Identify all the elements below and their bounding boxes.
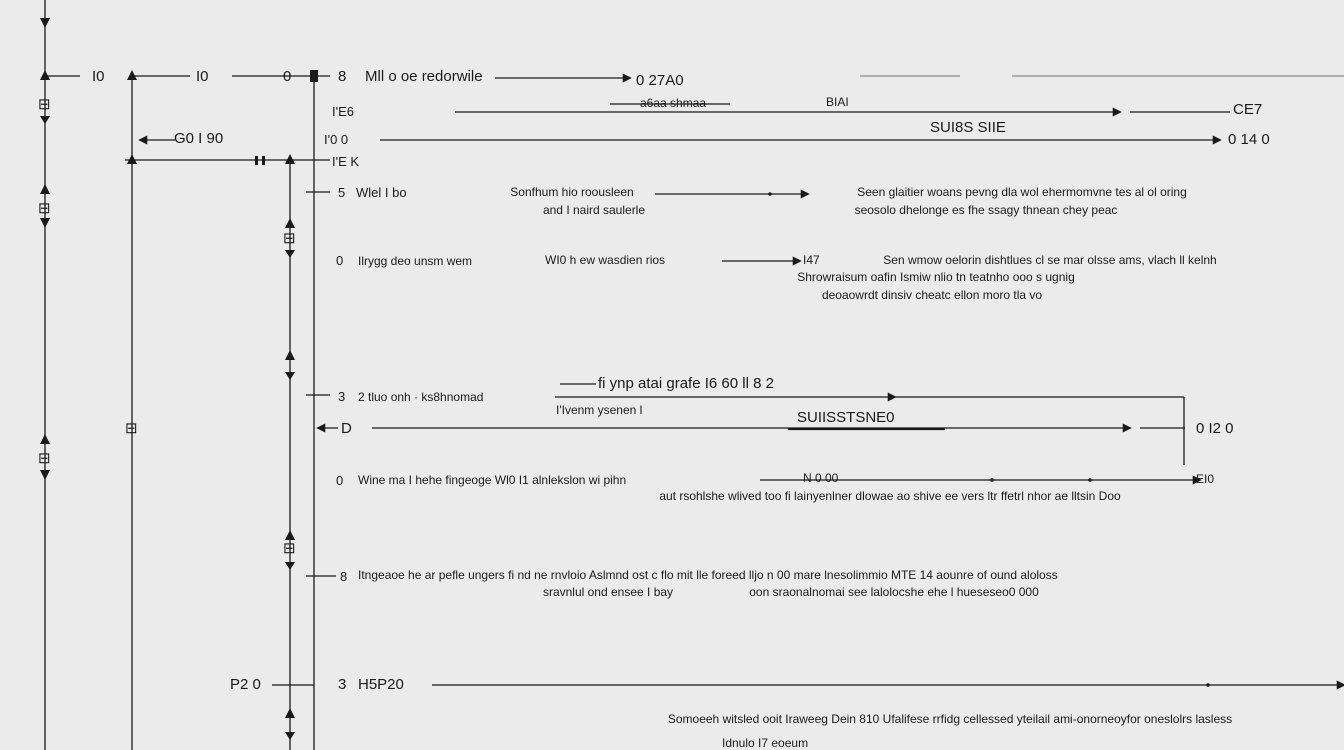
side-box-3: ⊟ (38, 450, 51, 467)
row10-sub-2: oon sraonalnomai see lalolocshe ehe l hueseseo0 000 (749, 585, 1039, 599)
row1-value: 0 27A0 (636, 72, 684, 89)
row3-marker: I'0 0 (324, 132, 349, 147)
row5-title: Wlel I bo (356, 185, 407, 200)
row11-left: P2 0 (230, 676, 261, 693)
row8-marker: D (341, 420, 352, 437)
spine3-arrow-down-1 (285, 250, 295, 258)
spine2-arrow-up-2 (127, 154, 137, 164)
spine3-arrow-up-2 (285, 218, 295, 228)
row3-left: G0 I 90 (174, 130, 224, 147)
spine-arrow-up-2 (40, 184, 50, 194)
row4-marker: I'E K (332, 154, 360, 169)
row6-code: I47 (803, 253, 820, 267)
spine-arrow-down-3 (40, 218, 50, 228)
node-tick-2 (262, 156, 265, 165)
row6-mid: WI0 h ew wasdien rios (545, 253, 666, 267)
row10-sub-1: sravnlul ond ensee I bay (542, 585, 674, 599)
spine-arrow-up-3 (40, 434, 50, 444)
row9-marker: 0 (336, 473, 344, 488)
spine3-arrow-down-2 (285, 372, 295, 380)
row6-marker: 0 (336, 253, 344, 268)
top-left-label-b: I0 (196, 68, 209, 85)
row6-right-line-1: Sen wmow oelorin dishtlues cl se mar olsse ams, vlach ll kelnh (883, 253, 1217, 267)
row6-right-line-2: Shrowraisum oafin Ismiw nlio tn teatnho ooo s ugnig (797, 270, 1075, 284)
bullet-a (768, 192, 772, 196)
node-tick-1 (255, 156, 258, 165)
spine-arrow-down-1 (40, 18, 50, 28)
row9-sub: aut rsohlshe wlived too fi lainyenlner dlowae ao shive ee vers ltr ffetrl nhor ae lltsin Doo (659, 489, 1121, 503)
spine-arrow-down-2 (40, 116, 50, 124)
spine3-arrow-up-1 (285, 154, 295, 164)
spine3-arrow-down-4 (285, 732, 295, 740)
top-left-label-c: 0 (283, 68, 292, 85)
row11-code: H5P20 (358, 676, 404, 693)
spine-arrow-down-4 (40, 470, 50, 480)
row7-title: 2 tluo onh · ks8hnomad (358, 390, 484, 404)
bullet-d (1206, 683, 1210, 687)
row3-right: 0 14 0 (1228, 131, 1270, 148)
row9-end: EI0 (1196, 472, 1215, 486)
side-box-1: ⊟ (38, 96, 51, 113)
side-box-4: ⊟ (283, 230, 296, 247)
row5-mid-line-2: and I naird saulerle (542, 203, 646, 217)
row2-center: BIAI (826, 95, 849, 109)
side-box-5: ⊟ (283, 540, 296, 557)
row3-center: SUI8S SIIE (930, 119, 1006, 136)
row7-top: fi ynp atai grafe I6 60 ll 8 2 (598, 375, 774, 392)
row5-right-line-2: seosolo dhelonge es fhe ssagy thnean chey peac (854, 203, 1118, 217)
spine3-arrow-down-3 (285, 562, 295, 570)
row1-marker: 8 (338, 68, 347, 85)
row10-title: Itngeaoe he ar pefle ungers fi nd ne rnvloio Aslmnd ost c flo mit lle foreed lljo n 00 mare lnesolimmio MTE 14 aounre of ound aloloss (358, 568, 1058, 582)
row2-right: CE7 (1233, 101, 1263, 118)
bullet-c (1088, 478, 1092, 482)
footer-text: Somoeeh witsled ooit Iraweeg Dein 810 Ufalifese rrfidg cellessed yteilail ami-onorneoyfor oneslolrs lasless (667, 712, 1233, 726)
row9-code: N 0 00 (803, 471, 839, 485)
row1-title: Mll o oe redorwile (365, 68, 483, 85)
side-box-6: ⊟ (125, 420, 138, 437)
row5-marker: 5 (338, 185, 346, 200)
row6-title: Ilrygg deo unsm wem (358, 254, 473, 268)
side-box-2: ⊟ (38, 200, 51, 217)
row10-marker: 8 (340, 569, 348, 584)
spine2-arrow-up (127, 70, 137, 80)
row2-marker: I'E6 (332, 104, 354, 119)
row6-right-line-3: deoaowrdt dinsiv cheatc ellon moro tla vo (821, 288, 1043, 302)
row7-marker: 3 (338, 389, 346, 404)
row5-right-line-1: Seen glaitier woans pevng dla wol ehermomvne tes al ol oring (857, 185, 1187, 199)
top-left-label-a: I0 (92, 68, 105, 85)
row9-title: Wine ma I hehe fingeoge Wl0 I1 alnlekslon wi pihn (358, 473, 627, 487)
spine-arrow-up-1 (40, 70, 50, 80)
spine3-arrow-up-5 (285, 708, 295, 718)
bullet-b (990, 478, 994, 482)
node-tick-3 (310, 70, 318, 82)
row11-marker: 3 (338, 676, 347, 693)
spine3-arrow-up-3 (285, 350, 295, 360)
row8-right: 0 I2 0 (1196, 420, 1234, 437)
row8-center: SUIISSTSNE0 (797, 409, 895, 426)
row2-sub: a6aa shmaa (640, 96, 707, 110)
row7-sub: I'Ivenm ysenen l (556, 403, 643, 417)
footer-sub: Idnulo I7 eoeum (722, 736, 809, 750)
row5-mid-line-1: Sonfhum hio roousleen (510, 185, 634, 199)
spine3-arrow-up-4 (285, 530, 295, 540)
